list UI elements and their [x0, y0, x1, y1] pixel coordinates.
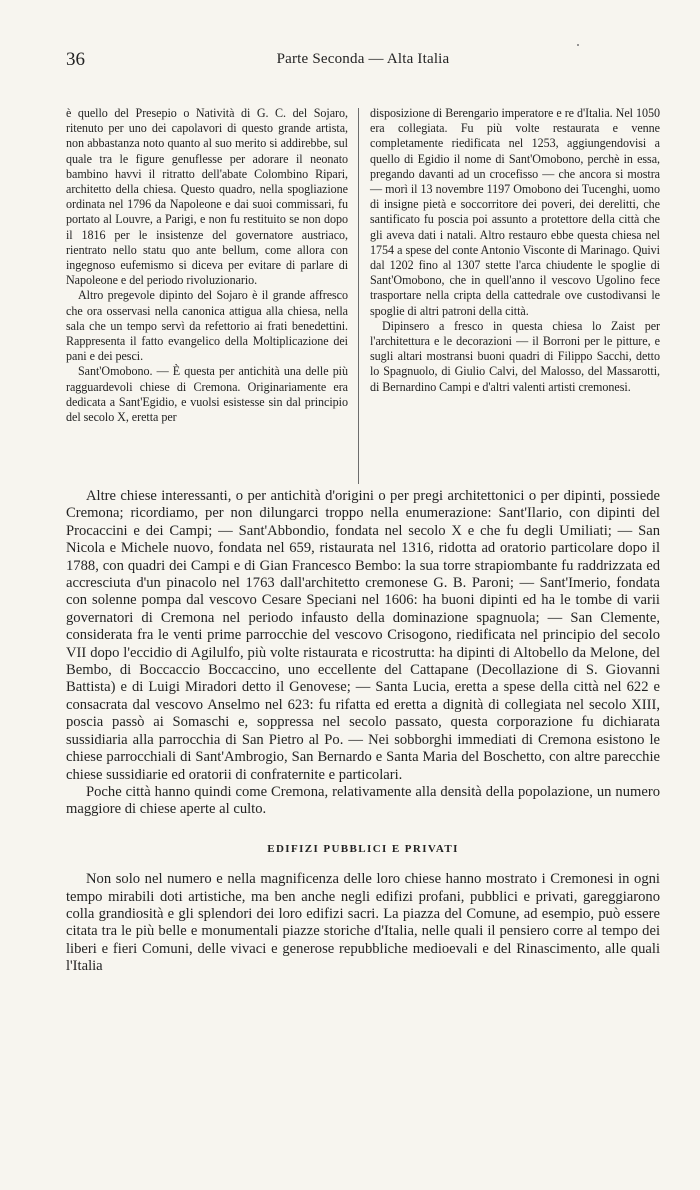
left-paragraph-3: Sant'Omobono. — È questa per antichità una delle più ragguardevoli chiese di Cremona. Originariamente era dedicata a Sant'Egidio, e vuolsi esistesse sin dal principio del secolo X, eretta per [66, 364, 348, 425]
main-text [66, 488, 660, 976]
print-speck [577, 44, 579, 46]
two-column-block [66, 106, 660, 484]
left-paragraph-1: è quello del Presepio o Natività di G. C. del Sojaro, ritenuto per uno dei capolavori di questo grande artista, non abbastanza noto quanto al suo merito si addirebbe, sul quale tra le figure genuflesse per adorare il neonato bambino havvi il ritratto dell'abate Colombino Ripari, architetto della chiesa. Questo quadro, nella spogliazione ordinata nel 1796 da Napoleone e dai suoi commissari, fu portato al Louvre, a Parigi, e non fu restituito se non dopo il 1816 per le insistenze del governatore austriaco, rientrato nello statu quo ante bellum, come allora con ingegnoso eufemismo si diceva per evitare di parlare di Napoleone e del periodo rivoluzionario. [66, 106, 348, 288]
page-number: 36 [66, 49, 85, 70]
right-paragraph-2: Dipinsero a fresco in questa chiesa lo Zaist per l'architettura e le decorazioni — il Borroni per le pitture, e sugli altari mostransi buoni quadri di Filippo Sacchi, detto lo Spagnuolo, di Giulio Calvi, del Malosso, del Massarotti, di Bernardino Campi e d'altri valenti artisti cremonesi. [370, 318, 660, 394]
running-title: Parte Seconda — Alta Italia [276, 51, 450, 67]
section-paragraph-1: Non solo nel numero e nella magnificenza delle loro chiese hanno mostrato i Cremonesi in ogni tempo mirabili doti artistiche, ma ben anche negli edifizi profani, pubblici e privati, gareggiarono colla grandiosità e gli splendori dei loro edifizi sacri. La piazza del Comune, ad esempio, può essere citata tra le più belle e monumentali piazze storiche d'Italia, nelle quali il pensiero corre al tempo dei liberi e fieri Comuni, delle vivaci e generose repubbliche medioevali e del Rinascimento, alle quali l'Italia [66, 871, 660, 975]
section-heading: EDIFIZI PUBBLICI E PRIVATI [267, 842, 459, 855]
column-divider [358, 108, 359, 484]
body-paragraph-summary: Poche città hanno quindi come Cremona, relativamente alla densità della popolazione, un numero maggiore di chiese aperte al culto. [66, 783, 660, 818]
left-paragraph-2: Altro pregevole dipinto del Sojaro è il grande affresco che ora osservasi nella canonica attigua alla chiesa, nella sala che un tempo servì da refettorio ai frati benedettini. Rappresenta il fatto evangelico della Moltiplicazione dei pani e dei pesci. [66, 288, 348, 364]
right-paragraph-1: disposizione di Berengario imperatore e re d'Italia. Nel 1050 era collegiata. Fu più volte restaurata e venne completamente riedificata nel 1253, aggiungendovisi a quello di Egidio il nome di Sant'Omobono, perchè in essa, pregando davanti ad un crocefisso — che ancora si mostra — morì il 13 novembre 1197 Omobono dei Tucenghi, uomo di insigne pietà e soccorritore dei poveri, dei derelitti, che santificato fu poscia poi assunto a protettore della città che gli aveva dati i natali. Altro restauro ebbe questa chiesa nel 1754 a spese del conte Antonio Visconte di Marinago. Quivi dal 1202 fino al 1307 stette l'arca chiudente le spoglie di Sant'Omobono, che in quell'anno il vescovo Ugolino fece trasportare nella cripta della cattedrale ove custodivansi le spoglie di altri patroni della città. [370, 106, 660, 318]
body-paragraph-churches: Altre chiese interessanti, o per antichità d'origini o per pregi architettonici o per dipinti, possiede Cremona; ricordiamo, per non dilungarci troppo nella enumerazione: Sant'Ilario, con dipinti del Procaccini e dei Campi; — Sant'Abbondio, fondata nel secolo X e che fu degli Umiliati; — San Nicola e Michele nuovo, fondata nel 659, ristaurata nel 1316, ridotta ad oratorio particolare dopo il 1788, con quadri dei Campi e di Gian Francesco Bembo: la sua torre strapiombante fu raddrizzata ed accresciuta d'un pinacolo nel 1763 dall'architetto cremonese G. B. Paroni; — Sant'Imerio, fondata con solenne pompa dal vescovo Cesare Speciani nel 1606: ha buoni dipinti ed ha le tombe di varii governatori di Cremona nel periodo infausto della dominazione spagnuola; — San Clemente, considerata fra le venti prime parrocchie del vescovo Crisogono, riedificata nel principio del secolo VII dopo l'eccidio di Agilulfo, più volte ristaurata e ricostrutta: ha dipinti di Altobello da Melone, del Bembo, di Boccaccio Boccaccino, uno eccellente del Cattapane (Decollazione di S. Giovanni Battista) e di Luigi Miradori detto il Genovese; — Santa Lucia, eretta a spese della città nel 622 e consacrata dal vescovo Anselmo nel 623: fu rifatta ed eretta a dignità di collegiata nel secolo XIII, poscia passò ai Somaschi e, soppressa nel secolo passato, questa corporazione fu dichiarata sussidiaria alla parrocchia di San Pietro al Po. — Nei sobborghi immediati di Cremona esistono le chiese parrocchiali di Sant'Ambrogio, San Bernardo e Santa Maria del Boschetto, con altre parecchie chiese sussidiarie ed oratorii di confraternite e particolari. [66, 488, 660, 783]
left-column [66, 106, 348, 425]
page-header [66, 49, 660, 73]
right-column [370, 106, 660, 395]
